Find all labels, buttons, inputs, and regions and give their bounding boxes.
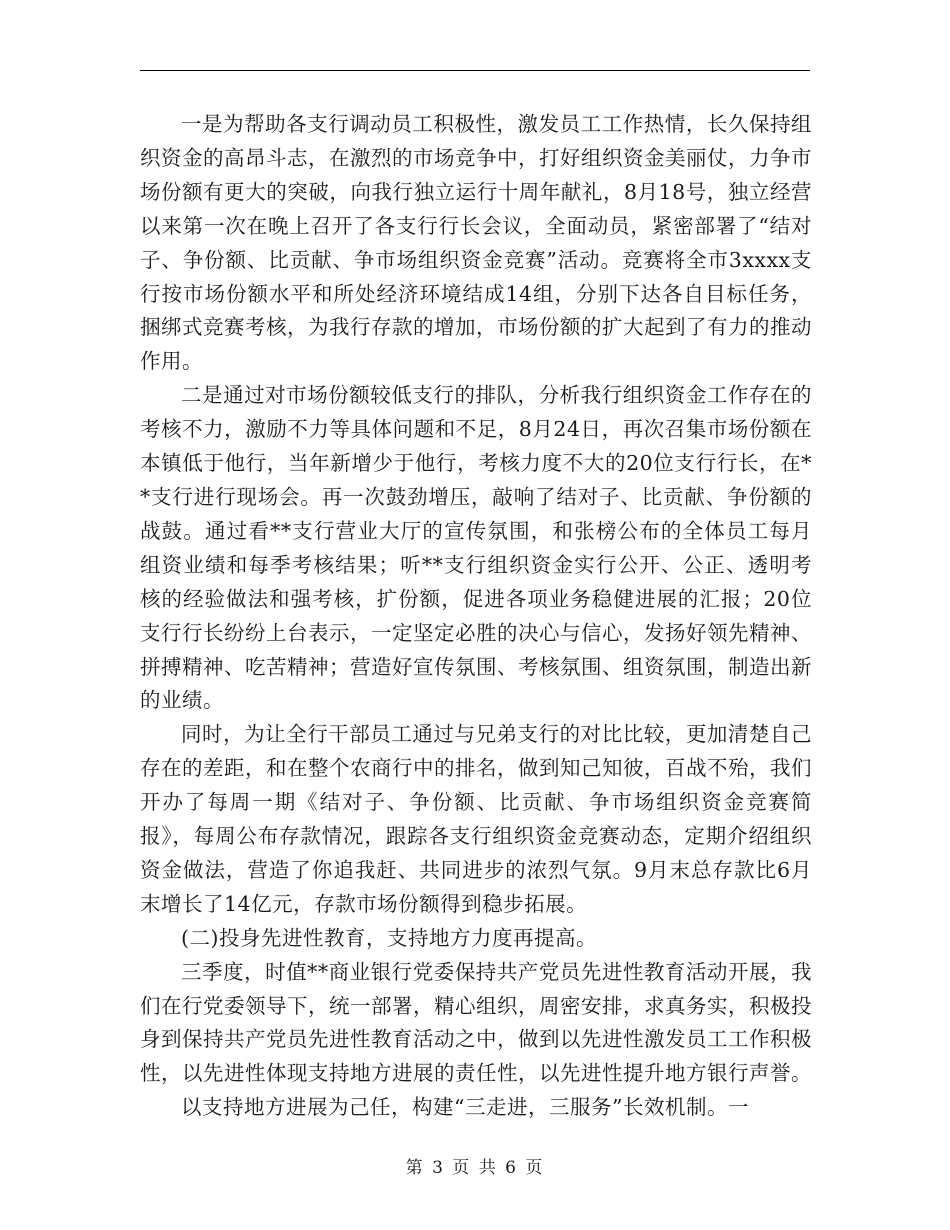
body-text [140, 108, 812, 1125]
paragraph-3: 同时，为让全行干部员工通过与兄弟支行的对比比较，更加清楚自己存在的差距，和在整个农商行中的排名，做到知己知彼，百战不殆，我们开办了每周一期《结对子、争份额、比贡献、争市场组织资金竞赛简报》，每周公布存款情况，跟踪各支行组织资金竞赛动态，定期介绍组织资金做法，营造了你追我赶、共同进步的浓烈气氛。9月末总存款比6月末增长了14亿元，存款市场份额得到稳步拓展。 [140, 722, 812, 916]
paragraph-1: 一是为帮助各支行调动员工积极性，激发员工工作热情，长久保持组织资金的高昂斗志，在激烈的市场竞争中，打好组织资金美丽仗，力争市场份额有更大的突破，向我行独立运行十周年献礼，8月18号，独立经营以来第一次在晚上召开了各支行行长会议，全面动员，紧密部署了“结对子、争份额、比贡献、争市场组织资金竞赛”活动。竞赛将全市3xxxx支行按市场份额水平和所处经济环境结成14组，分别下达各自目标任务，捆绑式竞赛考核，为我行存款的增加，市场份额的扩大起到了有力的推动作用。 [140, 112, 812, 374]
paragraph-5: 以支持地方进展为己任，构建“三走进，三服务”长效机制。一 [181, 1095, 749, 1120]
paragraph-2: 二是通过对市场份额较低支行的排队，分析我行组织资金工作存在的考核不力，激励不力等具体问题和不足，8月24日，再次召集市场份额在本镇低于他行，当年新增少于他行，考核力度不大的20位支行行长，在**支行进行现场会。再一次鼓劲增压，敲响了结对子、比贡献、争份额的战鼓。通过看**支行营业大厅的宣传氛围，和张榜公布的全体员工每月组资业绩和每季考核结果；听**支行组织资金实行公开、公正、透明考核的经验做法和强考核，扩份额，促进各项业务稳健进展的汇报；20位支行行长纷纷上台表示，一定坚定必胜的决心与信心，发扬好领先精神、拼搏精神、吃苦精神；营造好宣传氛围、考核氛围、组资氛围，制造出新的业绩。 [140, 383, 812, 713]
paragraph-4: 三季度，时值**商业银行党委保持共产党员先进性教育活动开展，我们在行党委领导下，统一部署，精心组织，周密安排，求真务实，积极投身到保持共产党员先进性教育活动之中，做到以先进性激发员工工作积极性，以先进性体现支持地方进展的责任性，以先进性提升地方银行声誉。 [140, 959, 812, 1086]
header-rule [140, 70, 810, 71]
page-footer: 第 3 页 共 6 页 [405, 1158, 545, 1178]
section-heading: (二)投身先进性教育，支持地方力度再提高。 [181, 925, 597, 950]
